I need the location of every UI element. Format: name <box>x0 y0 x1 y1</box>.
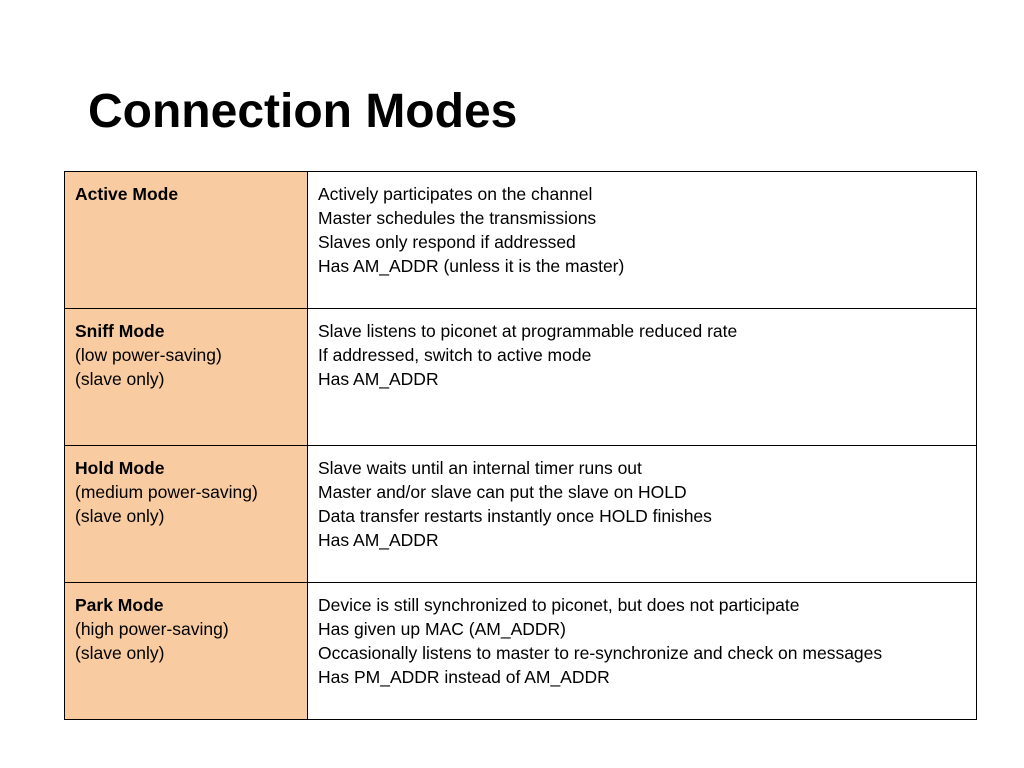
description-line: Has given up MAC (AM_ADDR) <box>318 619 566 639</box>
mode-description-cell <box>308 446 977 583</box>
description-line: Master and/or slave can put the slave on HOLD <box>318 482 687 502</box>
mode-name: Hold Mode <box>75 458 165 478</box>
description-line: Data transfer restarts instantly once HOLD finishes <box>318 506 712 526</box>
mode-description-cell <box>308 583 977 720</box>
mode-name: Sniff Mode <box>75 321 165 341</box>
table-row <box>65 309 977 446</box>
mode-name: Active Mode <box>75 184 179 204</box>
mode-note: (high power-saving) <box>75 619 229 639</box>
connection-modes-table <box>64 171 977 720</box>
description-line: Has PM_ADDR instead of AM_ADDR <box>318 667 610 687</box>
table-row <box>65 583 977 720</box>
mode-note: (medium power-saving) <box>75 482 258 502</box>
table-row <box>65 446 977 583</box>
mode-note: (low power-saving) <box>75 345 222 365</box>
slide-title: Connection Modes <box>88 85 518 138</box>
mode-name-cell <box>65 309 308 446</box>
mode-name: Park Mode <box>75 595 164 615</box>
mode-note: (slave only) <box>75 643 165 663</box>
mode-name-cell <box>65 172 308 309</box>
description-line: Actively participates on the channel <box>318 184 593 204</box>
description-line: Device is still synchronized to piconet, but does not participate <box>318 595 800 615</box>
mode-description-cell <box>308 172 977 309</box>
mode-note: (slave only) <box>75 506 165 526</box>
mode-description-cell <box>308 309 977 446</box>
mode-name-cell <box>65 446 308 583</box>
description-line: Has AM_ADDR <box>318 530 439 550</box>
description-line: If addressed, switch to active mode <box>318 345 592 365</box>
description-line: Master schedules the transmissions <box>318 208 597 228</box>
description-line: Has AM_ADDR (unless it is the master) <box>318 256 625 276</box>
table-row <box>65 172 977 309</box>
mode-name-cell <box>65 583 308 720</box>
description-line: Slaves only respond if addressed <box>318 232 576 252</box>
description-line: Slave listens to piconet at programmable reduced rate <box>318 321 738 341</box>
description-line: Slave waits until an internal timer runs out <box>318 458 642 478</box>
description-line: Occasionally listens to master to re-synchronize and check on messages <box>318 643 883 663</box>
mode-note: (slave only) <box>75 369 165 389</box>
description-line: Has AM_ADDR <box>318 369 439 389</box>
